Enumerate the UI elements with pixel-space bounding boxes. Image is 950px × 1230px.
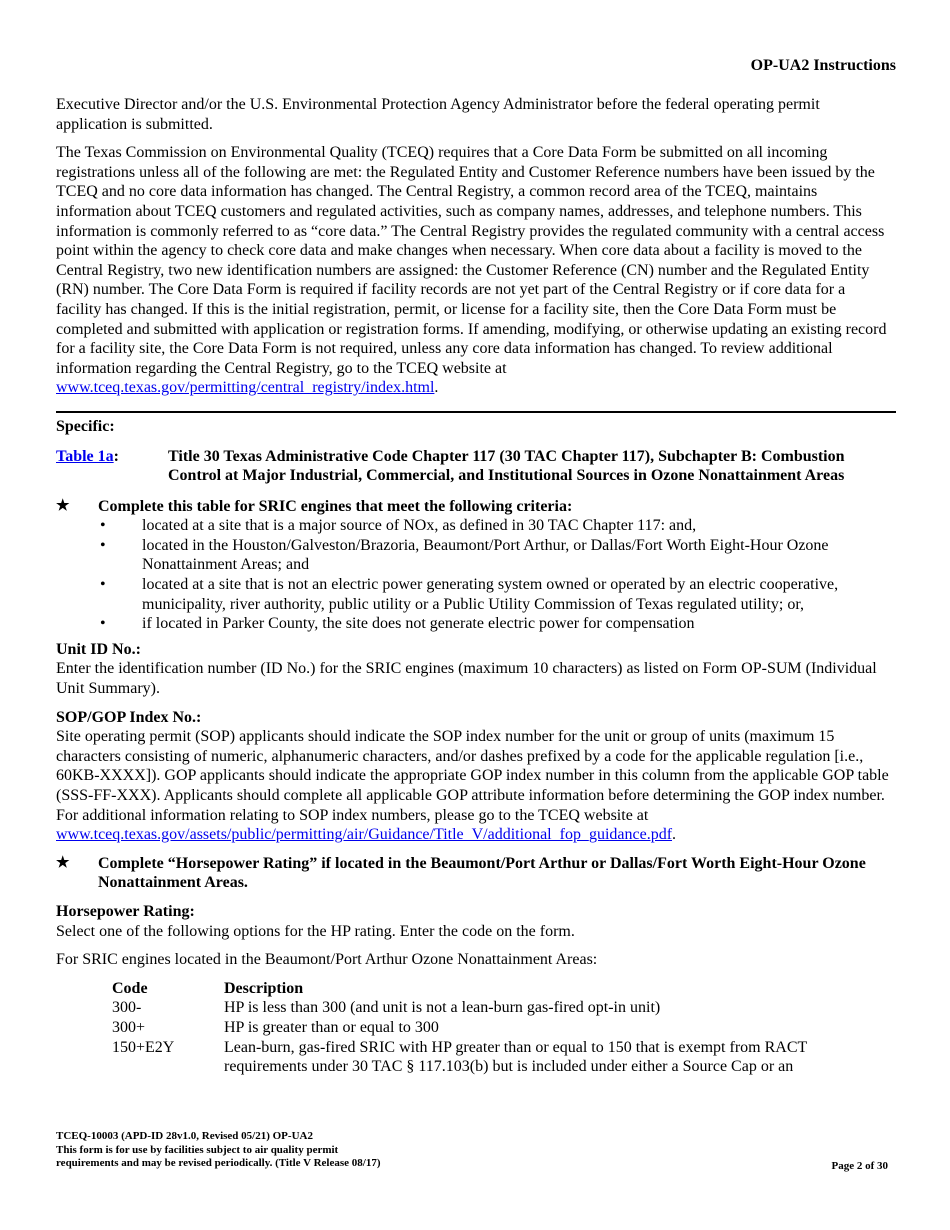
criteria-heading [56, 497, 892, 517]
footer-line-3: requirements and may be revised periodically. (Title V Release 08/17) [56, 1157, 381, 1169]
sop-gop-text: Site operating permit (SOP) applicants should indicate the SOP index number for the unit or group of units (maximum 15 characters consisting of numeric, alphanumeric characters, and/or dashes prefixed by a code for the applicable regulation [i.e., 60KB-XXXX]). GOP applicants should indicate the appropriate GOP index number in this column from the applicable GOP table (SSS-FF-XXX). Applicants should complete all applicable GOP attribute information before determining the GOP index number. For additional information relating to SOP index numbers, please go to the TCEQ website at [56, 728, 889, 824]
hp-code-table [112, 979, 864, 1077]
table-1a-colon: : [113, 447, 119, 465]
column-header-code: Code [112, 979, 148, 997]
page-content [56, 95, 892, 1077]
criteria-item-text: located at a site that is a major source of NOx, as defined in 30 TAC Chapter 117: and, [142, 517, 697, 535]
criteria-item-text: located at a site that is not an electric power generating system owned or operated by an electric cooperative, municipality, river authority, public utility or a Public Utility Commission of Texas regulated utility; or, [142, 576, 839, 613]
intro-paragraph-2-text: The Texas Commission on Environmental Quality (TCEQ) requires that a Core Data Form be submitted on all incoming registrations unless all of the following are met: the Regulated Entity and Customer Reference numbers have been issued by the TCEQ and no core data information has changed. The Central Registry, a common record area of the TCEQ, maintains information about TCEQ customers and regulated activities, such as company names, addresses, and telephone numbers. This information is commonly referred to as “core data.” The Central Registry provides the regulated community with a central access point within the agency to check core data and make changes when necessary. When core data about a facility is moved to the Central Registry, two new identification numbers are assigned: the Customer Reference (CN) number and the Regulated Entity (RN) number. The Core Data Form is required if facility records are not yet part of the Central Registry or if core data for a facility has changed. If this is the initial registration, permit, or license for a facility site, then the Core Data Form must be completed and submitted with application or registration forms. If amending, modifying, or otherwise updating an existing record for a facility site, the Core Data Form is not required, unless any core data information has changed. To review additional information regarding the Central Registry, go to the TCEQ website at [56, 144, 887, 377]
page-number: Page 2 of 30 [831, 1160, 888, 1172]
section-divider [56, 411, 896, 413]
list-item [56, 536, 892, 575]
unit-id-text: Enter the identification number (ID No.) for the SRIC engines (maximum 10 characters) as listed on Form OP-SUM (Individual Unit Summary). [56, 660, 877, 698]
criteria-item-text: located in the Houston/Galveston/Brazoria, Beaumont/Port Arthur, or Dallas/Fort Worth Eight-Hour Ozone Nonattainment Areas; and [142, 536, 829, 574]
hp-rating-title: Horsepower Rating: [56, 902, 195, 920]
criteria-heading-text: Complete this table for SRIC engines that meet the following criteria: [98, 497, 573, 515]
bullet-icon: • [100, 536, 106, 554]
code-cell: 300+ [112, 1018, 146, 1036]
unit-id-section [56, 640, 892, 699]
list-item [56, 516, 892, 536]
fop-guidance-link[interactable]: www.tceq.texas.gov/assets/public/permitting/air/Guidance/Title_V/additional_fop_guidance.pdf [56, 826, 673, 844]
page-header-title: OP-UA2 Instructions [750, 57, 896, 74]
table-header-row [112, 979, 864, 999]
unit-id-title: Unit ID No.: [56, 640, 141, 658]
hp-notice [56, 854, 892, 893]
table-row [112, 998, 864, 1018]
table-row [112, 1038, 864, 1077]
intro-paragraph-2 [56, 143, 892, 398]
footer-form-info [56, 1130, 380, 1171]
bullet-icon: • [100, 517, 106, 535]
intro-paragraph-1: Executive Director and/or the U.S. Environmental Protection Agency Administrator before the federal operating permit application is submitted. [56, 96, 820, 133]
description-cell: Lean-burn, gas-fired SRIC with HP greater than or equal to 150 that is exempt from RACT requirements under 30 TAC § 117.103(b) but is included under either a Source Cap or an [224, 1038, 807, 1076]
sop-gop-paragraph [56, 727, 892, 845]
column-header-description: Description [224, 979, 304, 997]
table-1a-title: Title 30 Texas Administrative Code Chapter 117 (30 TAC Chapter 117), Subchapter B: Combustion Control at Major Industrial, Commercial, and Institutional Sources in Ozone Nonattainment Areas [168, 447, 845, 485]
table-1a-link[interactable]: Table 1a [56, 447, 114, 465]
footer-line-2: This form is for use by facilities subject to air quality permit [56, 1143, 339, 1156]
table-row [112, 1018, 864, 1038]
list-item [56, 575, 892, 614]
bullet-icon: • [100, 576, 106, 594]
code-cell: 150+E2Y [112, 1038, 175, 1056]
footer-line-1: TCEQ-10003 (APD-ID 28v1.0, Revised 05/21) OP-UA2 [56, 1130, 313, 1142]
table-1a-heading [56, 447, 892, 486]
sop-gop-title: SOP/GOP Index No.: [56, 708, 202, 726]
star-icon: ★ [56, 854, 70, 871]
description-cell: HP is less than 300 (and unit is not a lean-burn gas-fired opt-in unit) [224, 999, 661, 1017]
hp-rating-instruction: Select one of the following options for the HP rating. Enter the code on the form. [56, 922, 575, 940]
sop-gop-end: . [672, 826, 677, 844]
criteria-list [56, 516, 892, 634]
bullet-icon: • [100, 615, 106, 633]
sop-gop-section [56, 708, 892, 845]
hp-area-note: For SRIC engines located in the Beaumont/Port Arthur Ozone Nonattainment Areas: [56, 951, 598, 969]
intro-paragraph-2-end: . [434, 379, 439, 397]
specific-label: Specific: [56, 417, 115, 435]
list-item [56, 614, 892, 634]
code-cell: 300- [112, 999, 142, 1017]
star-icon: ★ [56, 497, 70, 514]
hp-rating-section [56, 902, 892, 941]
description-cell: HP is greater than or equal to 300 [224, 1018, 439, 1036]
hp-notice-text: Complete “Horsepower Rating” if located in the Beaumont/Port Arthur or Dallas/Fort Worth Eight-Hour Ozone Nonattainment Areas. [98, 854, 866, 892]
table-1a-label [56, 447, 168, 486]
central-registry-link[interactable]: www.tceq.texas.gov/permitting/central_registry/index.html [56, 379, 435, 397]
criteria-item-text: if located in Parker County, the site does not generate electric power for compensation [142, 615, 695, 633]
